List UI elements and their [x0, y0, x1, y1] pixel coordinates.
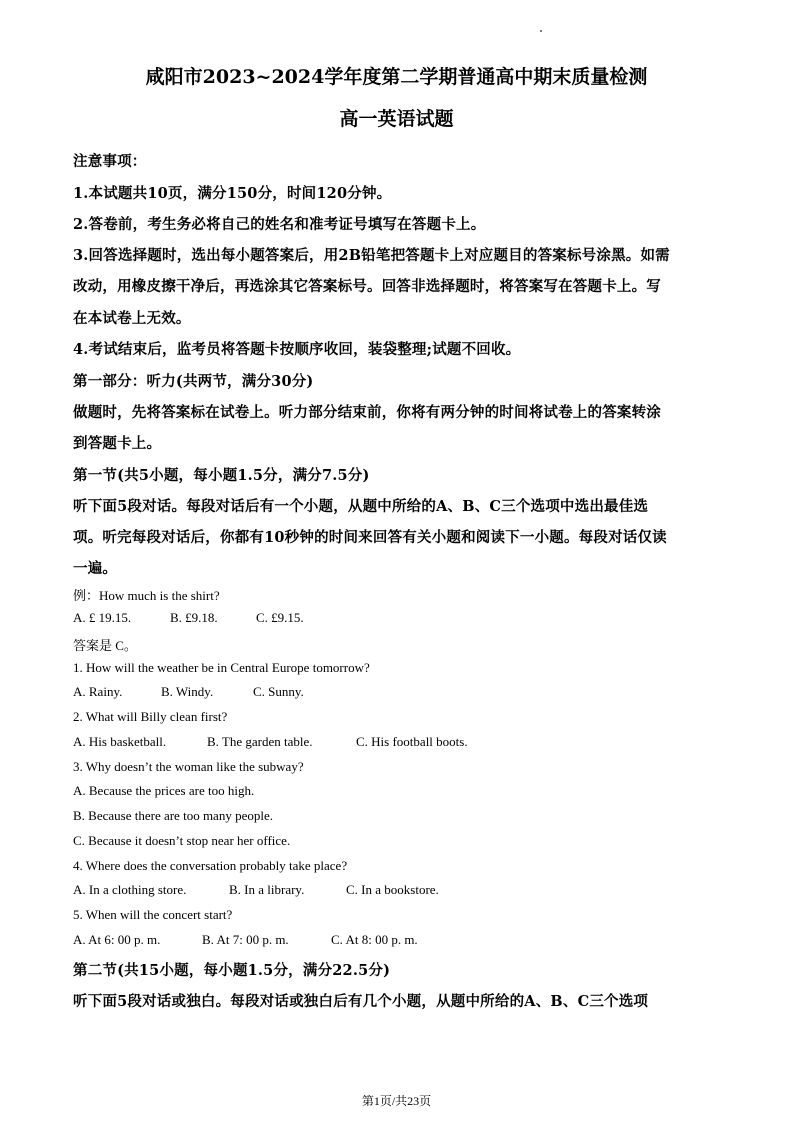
section1-heading: 第一节(共5小题，每小题1.5分，满分7.5分): [73, 467, 370, 484]
option-c: C. In a bookstore.: [346, 882, 439, 897]
section1-instruction: 听下面5段对话。每段对话后有一个小题，从题中所给的A、B、C三个选项中选出最佳选: [73, 498, 649, 515]
exam-title: 咸阳市2023~2024学年度第二学期普通高中期末质量检测: [145, 66, 648, 88]
option-c: C. At 8: 00 p. m.: [331, 932, 418, 947]
notice-item: 3.回答选择题时，选出每小题答案后，用2B铅笔把答题卡上对应题目的答案标号涂黑。如需: [73, 247, 670, 264]
option-b: B. In a library.: [229, 882, 305, 897]
page-number: 第1页/共23页: [361, 1094, 432, 1108]
section1-instruction: 一遍。: [73, 560, 118, 577]
question-option: A. Because the prices are too high.: [73, 783, 255, 798]
option-b: B. At 7: 00 p. m.: [202, 932, 289, 947]
option-b: B. Windy.: [161, 684, 214, 699]
notice-item: 1.本试题共10页，满分150分，时间120分钟。: [73, 185, 392, 202]
option-a: A. In a clothing store.: [73, 882, 187, 897]
example-answer: 答案是 C。: [73, 638, 137, 653]
notice-heading: 注意事项：: [73, 153, 147, 170]
question-stem: 3. Why doesn’t the woman like the subway?: [73, 759, 304, 774]
part1-instruction: 做题时，先将答案标在试卷上。听力部分结束前，你将有两分钟的时间将试卷上的答案转涂: [73, 404, 661, 421]
question-option: C. Because it doesn’t stop near her office.: [73, 833, 291, 848]
question-stem: 5. When will the concert start?: [73, 907, 233, 922]
option-c: C. £9.15.: [256, 610, 304, 625]
option-a: A. Rainy.: [73, 684, 123, 699]
option-a: A. £ 19.15.: [73, 610, 132, 625]
question-stem: 4. Where does the conversation probably take place?: [73, 858, 348, 873]
option-c: C. His football boots.: [356, 734, 468, 749]
notice-item: 改动，用橡皮擦干净后，再选涂其它答案标号。回答非选择题时，将答案写在答题卡上。写: [73, 278, 661, 295]
scan-dot: [540, 30, 542, 32]
section2-heading: 第二节(共15小题，每小题1.5分，满分22.5分): [73, 962, 391, 979]
question-stem: 1. How will the weather be in Central Europe tomorrow?: [73, 660, 370, 675]
section2-instruction: 听下面5段对话或独白。每段对话或独白后有几个小题，从题中所给的A、B、C三个选项: [73, 993, 649, 1010]
notice-item: 4.考试结束后，监考员将答题卡按顺序收回，装袋整理;试题不回收。: [73, 341, 521, 358]
question-option: B. Because there are too many people.: [73, 808, 273, 823]
section1-instruction: 项。听完每段对话后，你都有10秒钟的时间来回答有关小题和阅读下一小题。每段对话仅读: [73, 529, 667, 546]
part1-instruction: 到答题卡上。: [73, 435, 162, 452]
option-a: A. At 6: 00 p. m.: [73, 932, 161, 947]
example-question: 例：How much is the shirt?: [73, 588, 220, 603]
exam-subtitle: 高一英语试题: [339, 108, 454, 130]
option-b: B. The garden table.: [207, 734, 313, 749]
notice-item: 在本试卷上无效。: [73, 310, 191, 327]
part1-heading: 第一部分：听力(共两节，满分30分): [73, 373, 314, 390]
option-b: B. £9.18.: [170, 610, 218, 625]
notice-item: 2.答卷前，考生务必将自己的姓名和准考证号填写在答题卡上。: [73, 216, 486, 233]
option-a: A. His basketball.: [73, 734, 167, 749]
option-c: C. Sunny.: [253, 684, 304, 699]
question-stem: 2. What will Billy clean first?: [73, 709, 228, 724]
